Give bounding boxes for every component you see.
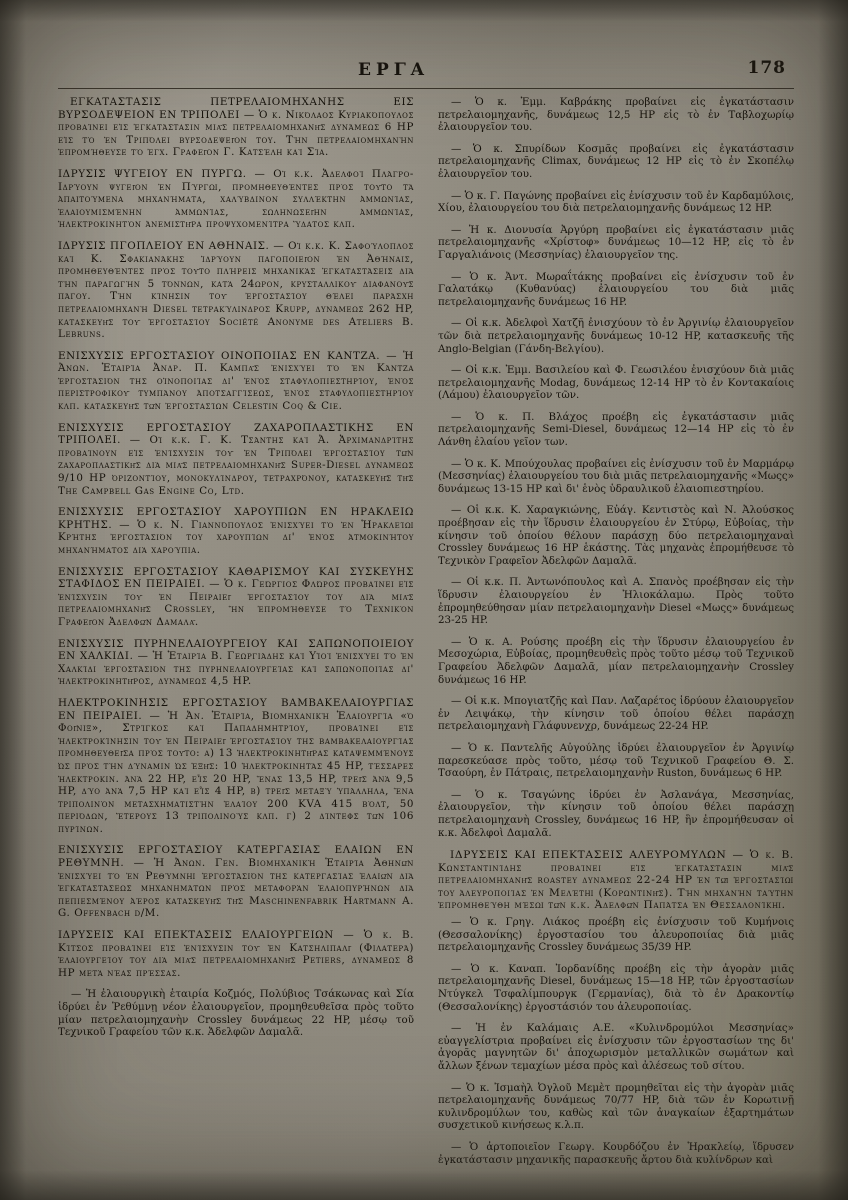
article-paragraph: ΙΔΡΥΣΕΙΣ ΚΑΙ ΕΠΕΚΤΑΣΕΙΣ ΕΛΑΙΟΥΡΓΕΙΩΝ — Ὁ κ. Β. Κίτσος προβαίνει εἰς ἐνίσχυσιν τοῦ ἐν Κατσηλιπαλῖ (Φιλατερά) ἐλαιουργείου του διὰ μιᾶς πετρελαιομηχανῆς Petiers, δυνάμεως 8 HP μετὰ νέας πρέσσας. [58,929,414,979]
article-paragraph: — Ἡ κ. Διονυσία Ἀργύρη προβαίνει εἰς ἐγκατάστασιν μιᾶς πετρελαιομηχανῆς «Χρίστοφ» δυνάμεως 10—12 HP, εἰς τὸ ἐν Γαργαλιάνοις (Μεσσηνίας) ἐλαιουργεῖον της. [438,223,794,261]
left-column [58,96,414,1175]
article-paragraph: — Ἡ ἐν Καλάμαις Α.Ε. «Κυλινδρομύλοι Μεσσηνίας» εὐαγγελίστρια προβαίνει εἰς ἐνίσχυσιν τῶν ἐργοστασίων της δι' ἀγορᾶς μαγνητῶν δι' ἀποχωρισμὸν μεταλλικῶν σωμάτων καὶ ἄλλων ξένων τεμαχίων μέσα πρὸς καὶ ἀλέσεως τοῦ σίτου. [438,1022,794,1072]
article-paragraph: — Ὁ κ. Ἀντ. Μωραΐτάκης προβαίνει εἰς ἐνίσχυσιν τοῦ ἐν Γαλατάκῳ (Κυθανύας) ἐλαιουργείου του διὰ μιᾶς πετρελαιομηχανῆς δυνάμεως 16 HP. [438,270,794,308]
article-paragraph: ΕΝΙΣΧΥΣΙΣ ΠΥΡΗΝΕΛΑΙΟΥΡΓΕΙΟΥ ΚΑΙ ΣΑΠΩΝΟΠΟΙΕΙΟΥ ΕΝ ΧΑΛΚΙΔΙ. — Ἡ Ἑταιρία Β. Γεωργιάδης καὶ Υἱοὶ ἐνισχύει τὸ ἐν Χαλκίδι ἐργοστάσιόν της πυρηνελαιουργείας καὶ σαπωνοποιίας δι' ἠλεκτροκινητῆρος, δυνάμεως 4,5 HP. [58,637,414,688]
article-paragraph: ΕΓΚΑΤΑΣΤΑΣΙΣ ΠΕΤΡΕΛΑΙΟΜΗΧΑΝΗΣ ΕΙΣ ΒΥΡΣΟΔΕΨΕΙΟΝ ΕΝ ΤΡΙΠΟΛΕΙ — Ὁ κ. Νικόλαος Κυριακόπουλος προβαίνει εἰς ἐγκατάστασιν μιᾶς πετρελαιομηχανῆς δυνάμεως 6 HP εἰς τὸ ἐν Τριπόλει βυρσοδεψεῖον του. Τὴν πετρελαιομηχανὴν ἐπρομήθευσε τὸ ἐγχ. Γραφεῖον Γ. Κατσέλη καὶ Σία. [58,96,414,159]
article-paragraph: — Ὁ κ. Ἰσμαὴλ Ὀγλοῦ Μεμὲτ προμηθεῖται εἰς τὴν ἀγορὰν μιᾶς πετρελαιομηχανῆς δυνάμεως 70/77 HP, διὰ τῶν ἐν Κορωτινῇ κυλινδρομύλων του, καθὼς καὶ τῶν ἀναγκαίων ἐξαρτημάτων συσχετικοῦ κινήσεως κ.λ.π. [438,1081,794,1132]
article-paragraph: — Οἱ κ.κ. Ἐμμ. Βασιλείου καὶ Φ. Γεωσιλέου ἐνισχύουν διὰ μιᾶς πετρελαιομηχανῆς Modag, δυνάμεως 12-14 HP τὸ ἐν Κοντακαίοις (Λάμου) ἐλαιουργεῖον τῶν. [438,364,794,402]
scan-edge-right [818,0,848,1200]
article-paragraph: — Ὁ κ. Παντελῆς Αὐγούλης ἱδρύει ἐλαιουργεῖον ἐν Ἀργινίῳ παρεσκεύασε πρὸς τοῦτο, μέσῳ τοῦ Τεχνικοῦ Γραφείου Θ. Σ. Τσαούρη, ἐν Πάτραις, πετρελαιομηχανὴν Ruston, δυνάμεως 6 HP. [438,741,794,780]
article-paragraph: ΙΔΡΥΣΙΣ ΠΓΟΠΛΕΙΟΥ ΕΝ ΑΘΗΝΑΙΣ. — Οἱ κ.κ. Κ. Σαφούλοπλος καὶ Κ. Σφακιανάκης ἱδρύουν παγοποιεῖον ἐν Ἀθήναις, προμηθευθέντες πρὸς τοῦτο πλήρεις μηχανικὰς ἐγκαταστάσεις διὰ τὴν παραγωγὴν 5 τόννων, κατὰ 24ωρον, κρυσταλλικοῦ διαφανοῦς πάγου. Τὴν κίνησιν τοῦ ἐργοστασίου θέλει παράσχη πετρελαιομηχανὴ Diesel τετρακύλινδρος Krupp, δυνάμεως 262 HP, κατασκευῆς τοῦ ἐργοστασίου Société Anonyme des Ateliers B. Lebruns. [58,239,414,341]
article-paragraph: ΕΝΙΣΧΥΣΙΣ ΕΡΓΟΣΤΑΣΙΟΥ ΚΑΤΕΡΓΑΣΙΑΣ ΕΛΑΙΩΝ ΕΝ ΡΕΘΥΜΝΗ. — Ἡ Ἀνων. Γεν. Βιομηχανικὴ Ἑταιρία Ἀθηνῶν ἐνισχύει τὸ ἐν Ρεθύμνῃ ἐργοστάσιόν της κατεργασίας ἐλαιῶν διὰ ἐγκαταστάσεως μηχανημάτων πρὸς μεταφορὰν ἐλαιοπυρήνων διὰ πεπιεσμένου ἀέρος κατασκευῆς τῆς Maschinenfabrik Hartmann A. G. Offenbach d/M. [58,844,414,920]
article-paragraph: — Ὁ ἀρτοποιεῖον Γεωργ. Κουρδόζου ἐν Ἡρακλείῳ, ἵδρυσεν ἐγκατάστασιν μηχανικῆς παρασκευῆς ἄρτου διὰ κυλίνδρων καὶ [438,1140,794,1166]
scan-edge-left [0,0,26,1200]
page-content [58,54,794,1166]
journal-title: ΕΡΓΑ [358,60,429,80]
article-paragraph: — Οἱ κ.κ. Π. Ἀντωνόπουλος καὶ Α. Σπανὸς προέβησαν εἰς τὴν ἵδρυσιν ἐλαιουργείου ἐν Ἠλιοκάλαμω. Πρὸς τοῦτο ἐπρομηθεύθησαν μίαν πετρελαιομηχανὴν Diesel «Μωςς» δυνάμεως 23-25 HP. [438,576,794,627]
article-paragraph: — Οἱ κ.κ. Μπογιατζῆς καὶ Παν. Λαζαρέτος ἱδρύουν ἐλαιουργεῖον ἐν Λειψάκῳ, τὴν κίνησιν τοῦ ὁποίου θέλει παράσχῃ πετρελαιομηχανὴ Γλάφυνενχρ, δυνάμεως 22-24 HP. [438,695,794,733]
article-paragraph: ΙΔΡΥΣΙΣ ΨΥΓΕΙΟΥ ΕΝ ΠΥΡΓΩ. — Οἱ κ.κ. Ἀδελφοὶ Πλάγρο-Ιδρύουν ψυγεῖον ἐν Πύργῳ, προμηθευθέντες πρὸς τοῦτο τὰ ἀπαιτούμενα μηχανήματα, χαλύβδινον συλλέκτην ἀμμωνίας, ἐλαιουμισμένην ἀμμωνίας, σωληνωσεῖην ἀμμωνίας, ἠλεκτροκινητὸν ἀνεμιστῆρα προψυχομενίτρα ὕδατος κλπ. [58,167,414,231]
article-paragraph: — Ὁ κ. Καναπ. Ἰορδανίδης προέβη εἰς τὴν ἀγορὰν μιᾶς πετρελαιομηχανῆς Diesel, δυνάμεως 15—18 HP, τῶν ἐργοστασίων Ντύγκελ Τσφαλίμπουργκ (Γερμανίας), διὰ τὸ ἐν Δρακοντίῳ (Θεσσαλονίκης) ἐργοστάσιόν του ἀλευροποιίας. [438,962,794,1013]
article-paragraph: ΕΝΙΣΧΥΣΙΣ ΕΡΓΟΣΤΑΣΙΟΥ ΧΑΡΟΥΠΙΩΝ ΕΝ ΗΡΑΚΛΕΙΩ ΚΡΗΤΗΣ. — Ὁ κ. Ν. Γιαννόπουλος ἐνισχύει τὸ ἐν Ἡρακλείῳ Κρήτης ἐργοστάσιόν του χαρουπίων δι' ἑνὸς ἀτμοκινήτου μηχανήματος διὰ χαρούπια. [58,506,414,556]
header-divider [58,88,794,89]
article-paragraph: — Ὁ κ. Α. Ρούσης προέβη εἰς τὴν ἵδρυσιν ἐλαιουργείου ἐν Μεσοχώρια, Εὐβοίας, προμηθευθεὶς πρὸς τοῦτο μέσῳ τοῦ Τεχνικοῦ Γραφείου Ἀδελφῶν Δαμαλᾶ, μίαν πετρελαιομηχανὴν Crossley δυνάμεως 16 HP. [438,635,794,686]
scan-edge-top [0,0,848,22]
right-column [438,96,794,1175]
article-paragraph: — Ὁ κ. Σπυρίδων Κοσμᾶς προβαίνει εἰς ἐγκατάστασιν πετρελαιομηχανῆς Climax, δυνάμεως 12 HP εἰς τὸ ἐν Σκοπέλῳ ἐλαιουργεῖον του. [438,142,794,180]
article-paragraph: ΕΝΙΣΧΥΣΙΣ ΕΡΓΟΣΤΑΣΙΟΥ ΚΑΘΑΡΙΣΜΟΥ ΚΑΙ ΣΥΣΚΕΥΗΣ ΣΤΑΦΙΔΟΣ ΕΝ ΠΕΙΡΑΙΕΙ. — Ὁ κ. Γεώργιος Φλώρος προβαίνει εἰς ἐνίσχυσιν τοῦ ἐν Πειραιεῖ ἐργοστασίου του διὰ μιᾶς πετρελαιομηχανῆς Crossley, ἣν ἐπρομήθευσε τὸ Τεχνικὸν Γραφεῖον Ἀδελφῶν Δαμαλᾶ. [58,565,414,628]
article-paragraph: — Ὁ κ. Π. Βλάχος προέβη εἰς ἐγκατάστασιν μιᾶς πετρελαιομηχανῆς Semi-Diesel, δυνάμεως 12—14 HP εἰς τὸ ἐν Λάνθη ἐλαίου γεῖον των. [438,410,794,449]
article-paragraph: ΗΛΕΚΤΡΟΚΙΝΗΣΙΣ ΕΡΓΟΣΤΑΣΙΟΥ ΒΑΜΒΑΚΕΛΑΙΟΥΡΓΙΑΣ ΕΝ ΠΕΙΡΑΙΕΙ. — Ἡ Ἀν. Ἑταιρία, Βιομηχανικὴ Ἑλαιουργία «ὁ Φοῖνιξ», Στρίγκος καὶ Παπαδημητρίου, προβαίνει εἰς ἠλεκτροκίνησιν τοῦ ἐν Πειραιεῖ ἐργοστασίου της βαμβακελαιουργίας προμηθευθεῖσα πρὸς τοῦτο: α) 13 ἠλεκτροκινητῆρας καταψεμμένους ὡς πρὸς τὴν δύναμιν ὡς ἑξῆς: 10 ἠλεκτροκινητὰς 45 HP, τέσσαρες ἠλεκτροκιν. ἀνὰ 22 HP, εἷς 20 HP, ἕνας 13,5 HP, τρεῖς ἀνὰ 9,5 HP, δύο ἀνὰ 7,5 HP καὶ εἷς 4 HP, β) τρεῖς μεταξὺ ὑπάλληλα, ἕνα τριπολινὸν μετασχηματιστὴν ἐλαίου 200 KVA 415 βὸλτ, 50 περιόδων, ἕτερους 13 τριπολινοὺς κλπ. γ) 2 δίντεφς τῶν 106 πυρίνων. [58,696,414,835]
article-paragraph: — Ὁ κ. Γ. Παγώνης προβαίνει εἰς ἐνίσχυσιν τοῦ ἐν Καρδαμύλοις, Χίου, ἐλαιουργείου του διὰ πετρελαιομηχανῆς δυνάμεως 12 HP. [438,189,794,215]
article-paragraph: — Οἱ κ.κ. Ἀδελφοὶ Χατζῆ ἐνισχύουν τὸ ἐν Ἀργινίῳ ἐλαιουργεῖον τῶν διὰ πετρελαιομηχανῆς δυνάμεως 10-12 HP, κατασκευῆς τῆς Anglo-Belgian (Γάνδη-Βελγίου). [438,317,794,355]
page-number: 178 [747,58,786,78]
article-paragraph: — Ὁ κ. Τσαγώνης ἱδρύει ἐν Ἀσλανάγα, Μεσσηνίας, ἐλαιουργεῖον, τὴν κίνησιν τοῦ ὁποίου θέλει παράσχῃ πετρελαιομηχανὴ Crossley, δυνάμεως 16 HP, ἣν ἐπρομήθευσαν οἱ κ.κ. Ἀδελφοὶ Δαμαλᾶ. [438,788,794,839]
section-heading: ΙΔΡΥΣΕΙΣ ΚΑΙ ΕΠΕΚΤΑΣΕΙΣ ΑΛΕΥΡΟΜΥΛΩΝ — Ὁ κ. Β. Κωνσταντινίδης προβαίνει εἰς ἐγκατάστασιν μιᾶς πετρελαιομηχανῆς roastey δυνάμεως 22-24 HP ἐν τῷ ἐργοστασίῳ του ἀλευροποιίας ἐν Μελέτῃ (Κορωντινῆς). Τὴν μηχανὴν ταύτην ἐπρομηθεύθη μέσῳ τῶν κ.κ. Ἀδελφῶν Παπάτσα ἐν Θεσσαλονίκῃ. [438,849,794,912]
article-paragraph: ΕΝΙΣΧΥΣΙΣ ΕΡΓΟΣΤΑΣΙΟΥ ΟΙΝΟΠΟΙΙΑΣ ΕΝ ΚΑΝΤΖΑ. — Ἡ Ἀνων. Ἑταιρία Ἀνδρ. Π. Καμπᾶς ἐνισχύει τὸ ἐν Κάντζα ἐργοστάσιόν της οἰνοποιίας δι' ἑνὸς σταφυλοπιεστηρίου, ἑνὸς περιστροφικοῦ τυμπάνου ἀποτσαγγίσεως, ἑνὸς σταφυλοπιεστηρίου κλπ. κατασκευῆς τῶν ἐργοστασίων Celestin Coq & Cie. [58,349,414,413]
two-column-body [58,96,794,1175]
article-paragraph: — Ὁ κ. Ἐμμ. Καβράκης προβαίνει εἰς ἐγκατάστασιν πετρελαιομηχανῆς, δυνάμεως 12,5 HP εἰς τὸ ἐν Ταβλοχωρίῳ ἐλαιουργεῖον του. [438,96,794,134]
article-paragraph: — Οἱ κ.κ. Κ. Χαραγκιώνης, Εὐάγ. Κεντιστὸς καὶ Ν. Ἀλούσκος προέβησαν εἰς τὴν ἵδρυσιν ἐλαιουργείου ἐν Στύρῳ, Εὐβοίας, τὴν κίνησιν τοῦ ὁποίου θέλουν παράσχῃ δύο πετρελαιομηχαναὶ Crossley δυνάμεως 16 HP ἑκάστης. Τὰς μηχανὰς ἐπρομήθευσε τὸ Τεχνικὸν Γραφεῖον Ἀδελφῶν Δαμαλᾶ. [438,504,794,567]
article-paragraph: — Ὁ κ. Γρηγ. Λιάκος προέβη εἰς ἐνίσχυσιν τοῦ Κυμήνοις (Θεσσαλονίκης) ἐργοστασίου του ἀλευροποιίας διὰ μιᾶς πετρελαιομηχανῆς Crossley δυνάμεως 35/39 HP. [438,916,794,954]
article-paragraph: — Ὁ κ. Κ. Μπούχουλας προβαίνει εἰς ἐνίσχυσιν τοῦ ἐν Μαρμάρῳ (Μεσσηνίας) ἐλαιουργείου του διὰ μιᾶς πετρελαιομηχανῆς «Μωςς» δυνάμεως 13-15 HP καὶ δι' ἑνὸς ὑδραυλικοῦ ἐλαιοπιεστηρίου. [438,457,794,495]
page-header [58,54,794,90]
article-paragraph: — Ἡ ἐλαιουργικὴ ἑταιρία Κοζμός, Πολύβιος Τσάκωνας καὶ Σία ἱδρύει ἐν Ῥεθύμνῃ νέον ἐλαιουργεῖον, προμηθευθεῖσα πρὸς τοῦτο μίαν πετρελαιομηχανὴν Crossley δυνάμεως 22 HP, μέσῳ τοῦ Τεχνικοῦ Γραφείου τῶν κ.κ. Ἀδελφῶν Δαμαλᾶ. [58,988,414,1039]
article-paragraph: ΕΝΙΣΧΥΣΙΣ ΕΡΓΟΣΤΑΣΙΟΥ ΖΑΧΑΡΟΠΛΑΣΤΙΚΗΣ ΕΝ ΤΡΙΠΟΛΕΙ. — Οἱ κ.κ. Γ. Κ. Τσάντης καὶ Ἀ. Ἀρχιμανδρίτης προβαίνουν εἰς ἐνίσχυσιν τοῦ ἐν Τριπόλει ἐργοστασίου τῶν ζαχαροπλαστικῆς διὰ μιᾶς πετρελαιομηχανῆς Super-Diesel δυνάμεως 9/10 HP ὀριζοντίου, μονοκυλίνδρου, τετραχρόνου, κατασκευῆς τῆς The Campbell Gas Engine Co, Ltd. [58,421,414,497]
